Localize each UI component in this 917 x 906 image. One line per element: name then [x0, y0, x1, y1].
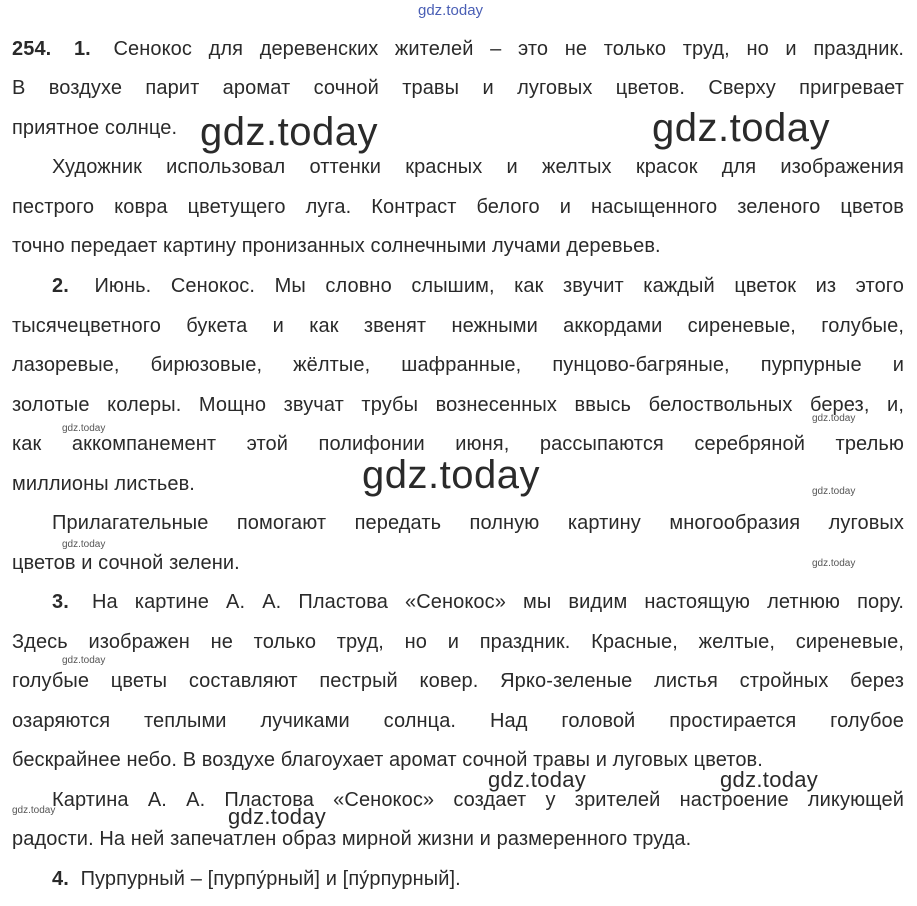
- p3-line3: голубые цветы составляют пестрый ковер. Ярко-зеленые листья стройных берез: [12, 670, 904, 692]
- p2-text-1: Июнь. Сенокос. Мы словно слышим, как звучит каждый цветок из этого: [94, 275, 904, 297]
- watermark-mid-2: gdz.today: [720, 767, 819, 792]
- p4-text: Пурпурный – [пурпу́рный] и [пу́рпурный].: [80, 868, 461, 890]
- p2-number: 2.: [52, 275, 69, 297]
- watermark-small-6: gdz.today: [62, 655, 106, 666]
- watermark-mid-3: gdz.today: [228, 804, 327, 829]
- watermark-mid-1: gdz.today: [488, 767, 587, 792]
- p2b-line1: Прилагательные помогают передать полную картину многообразия луговых: [52, 512, 904, 534]
- p2-line2: тысячецветного букета и как звенят нежными аккордами сиреневые, голубые,: [12, 315, 904, 337]
- p4-line1: [52, 866, 904, 892]
- p2b-line2: цветов и сочной зелени.: [12, 552, 240, 574]
- watermark-big-2: gdz.today: [652, 106, 830, 150]
- p2-line1: [52, 273, 904, 299]
- watermark-small-2: gdz.today: [62, 423, 106, 434]
- watermark-small-5: gdz.today: [812, 558, 856, 569]
- p3-number: 3.: [52, 591, 69, 613]
- p1-line2: В воздухе парит аромат сочной травы и луговых цветов. Сверху пригревает: [12, 77, 904, 99]
- watermark-top: gdz.today: [418, 2, 484, 19]
- p2-line6: миллионы листьев.: [12, 473, 195, 495]
- p3-text-1: На картине А. А. Пластова «Сенокос» мы видим настоящую летнюю пору.: [91, 591, 904, 613]
- p4-number: 4.: [52, 868, 69, 890]
- p1b-line1: Художник использовал оттенки красных и желтых красок для изображения: [52, 156, 904, 178]
- p1b-line3: точно передает картину пронизанных солнечными лучами деревьев.: [12, 235, 661, 257]
- p3b-line2: радости. На ней запечатлен образ мирной жизни и размеренного труда.: [12, 828, 692, 850]
- exercise-number: 254.: [12, 38, 52, 60]
- p2-line5: как аккомпанемент этой полифонии июня, рассыпаются серебряной трелью: [12, 433, 904, 455]
- p3-line4: озаряются теплыми лучиками солнца. Над головой простирается голубое: [12, 710, 904, 732]
- watermark-small-7: gdz.today: [12, 805, 56, 816]
- p1-text-1: Сенокос для деревенских жителей – это не только труд, но и праздник.: [113, 38, 904, 60]
- watermark-big-1: gdz.today: [200, 110, 378, 154]
- watermark-small-3: gdz.today: [812, 486, 856, 497]
- watermark-big-3: gdz.today: [362, 453, 540, 497]
- p1b-line2: пестрого ковра цветущего луга. Контраст белого и насыщенного зеленого цветов: [12, 196, 904, 218]
- p3b-line1: Картина А. А. Пластова «Сенокос» создает у зрителей настроение ликующей: [52, 789, 904, 811]
- p1-line1: [12, 36, 904, 62]
- p2-line4: золотые колеры. Мощно звучат трубы вознесенных ввысь белоствольных берез, и,: [12, 394, 904, 416]
- p2-line3: лазоревые, бирюзовые, жёлтые, шафранные, пунцово-багряные, пурпурные и: [12, 354, 904, 376]
- p1-number: 1.: [73, 38, 91, 60]
- watermark-small-4: gdz.today: [62, 539, 106, 550]
- p3-line2: Здесь изображен не только труд, но и праздник. Красные, желтые, сиреневые,: [12, 631, 904, 653]
- p1-line3: приятное солнце.: [12, 117, 178, 139]
- watermark-small-1: gdz.today: [812, 413, 856, 424]
- p3-line1: [52, 589, 904, 615]
- p3-line5: бескрайнее небо. В воздухе благоухает аромат сочной травы и луговых цветов.: [12, 749, 763, 771]
